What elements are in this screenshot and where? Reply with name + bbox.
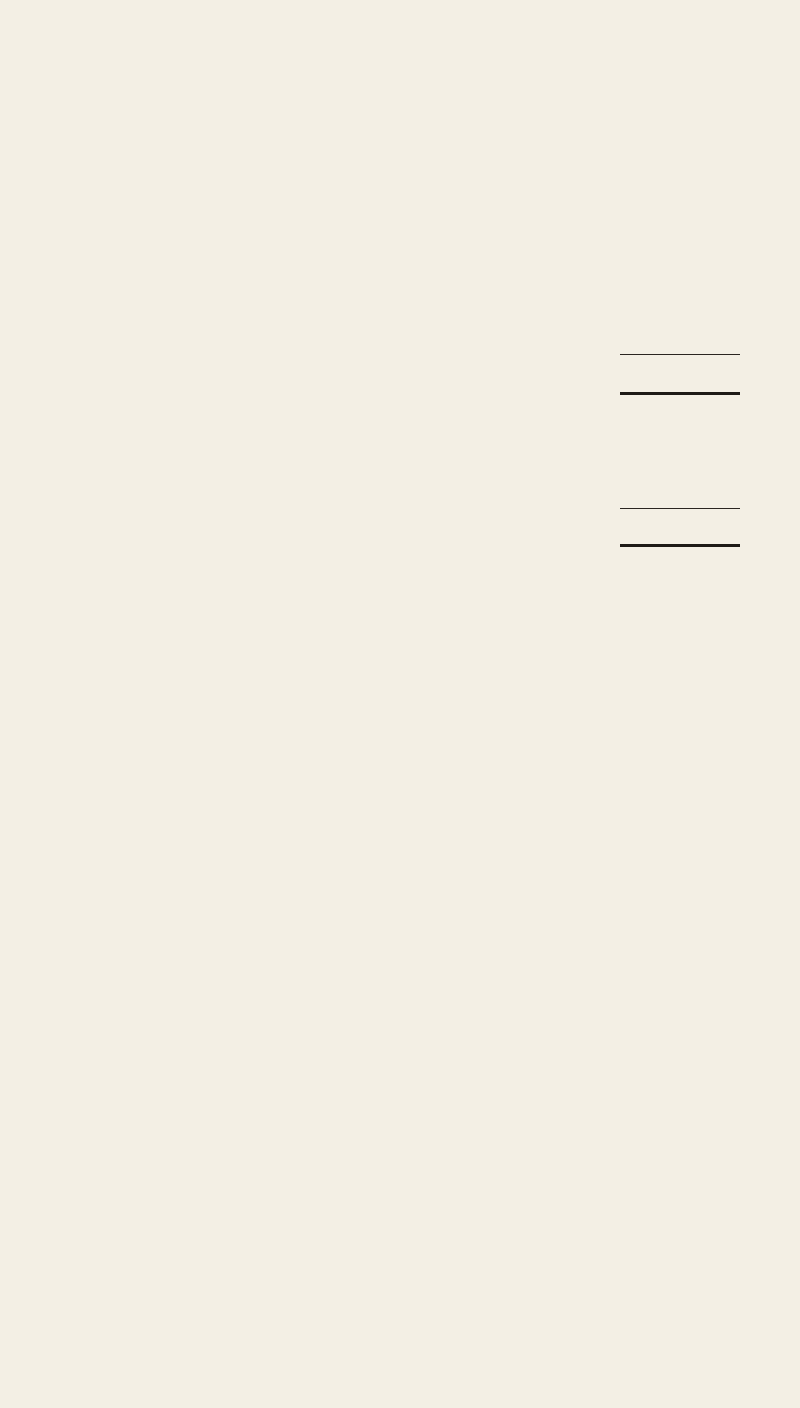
apportionment-total-rule xyxy=(620,508,740,509)
apportionment-double-rule xyxy=(620,544,740,547)
receipts-double-rule xyxy=(620,392,740,395)
receipts-total-rule xyxy=(620,354,740,355)
carried-forward-row xyxy=(300,1380,322,1400)
